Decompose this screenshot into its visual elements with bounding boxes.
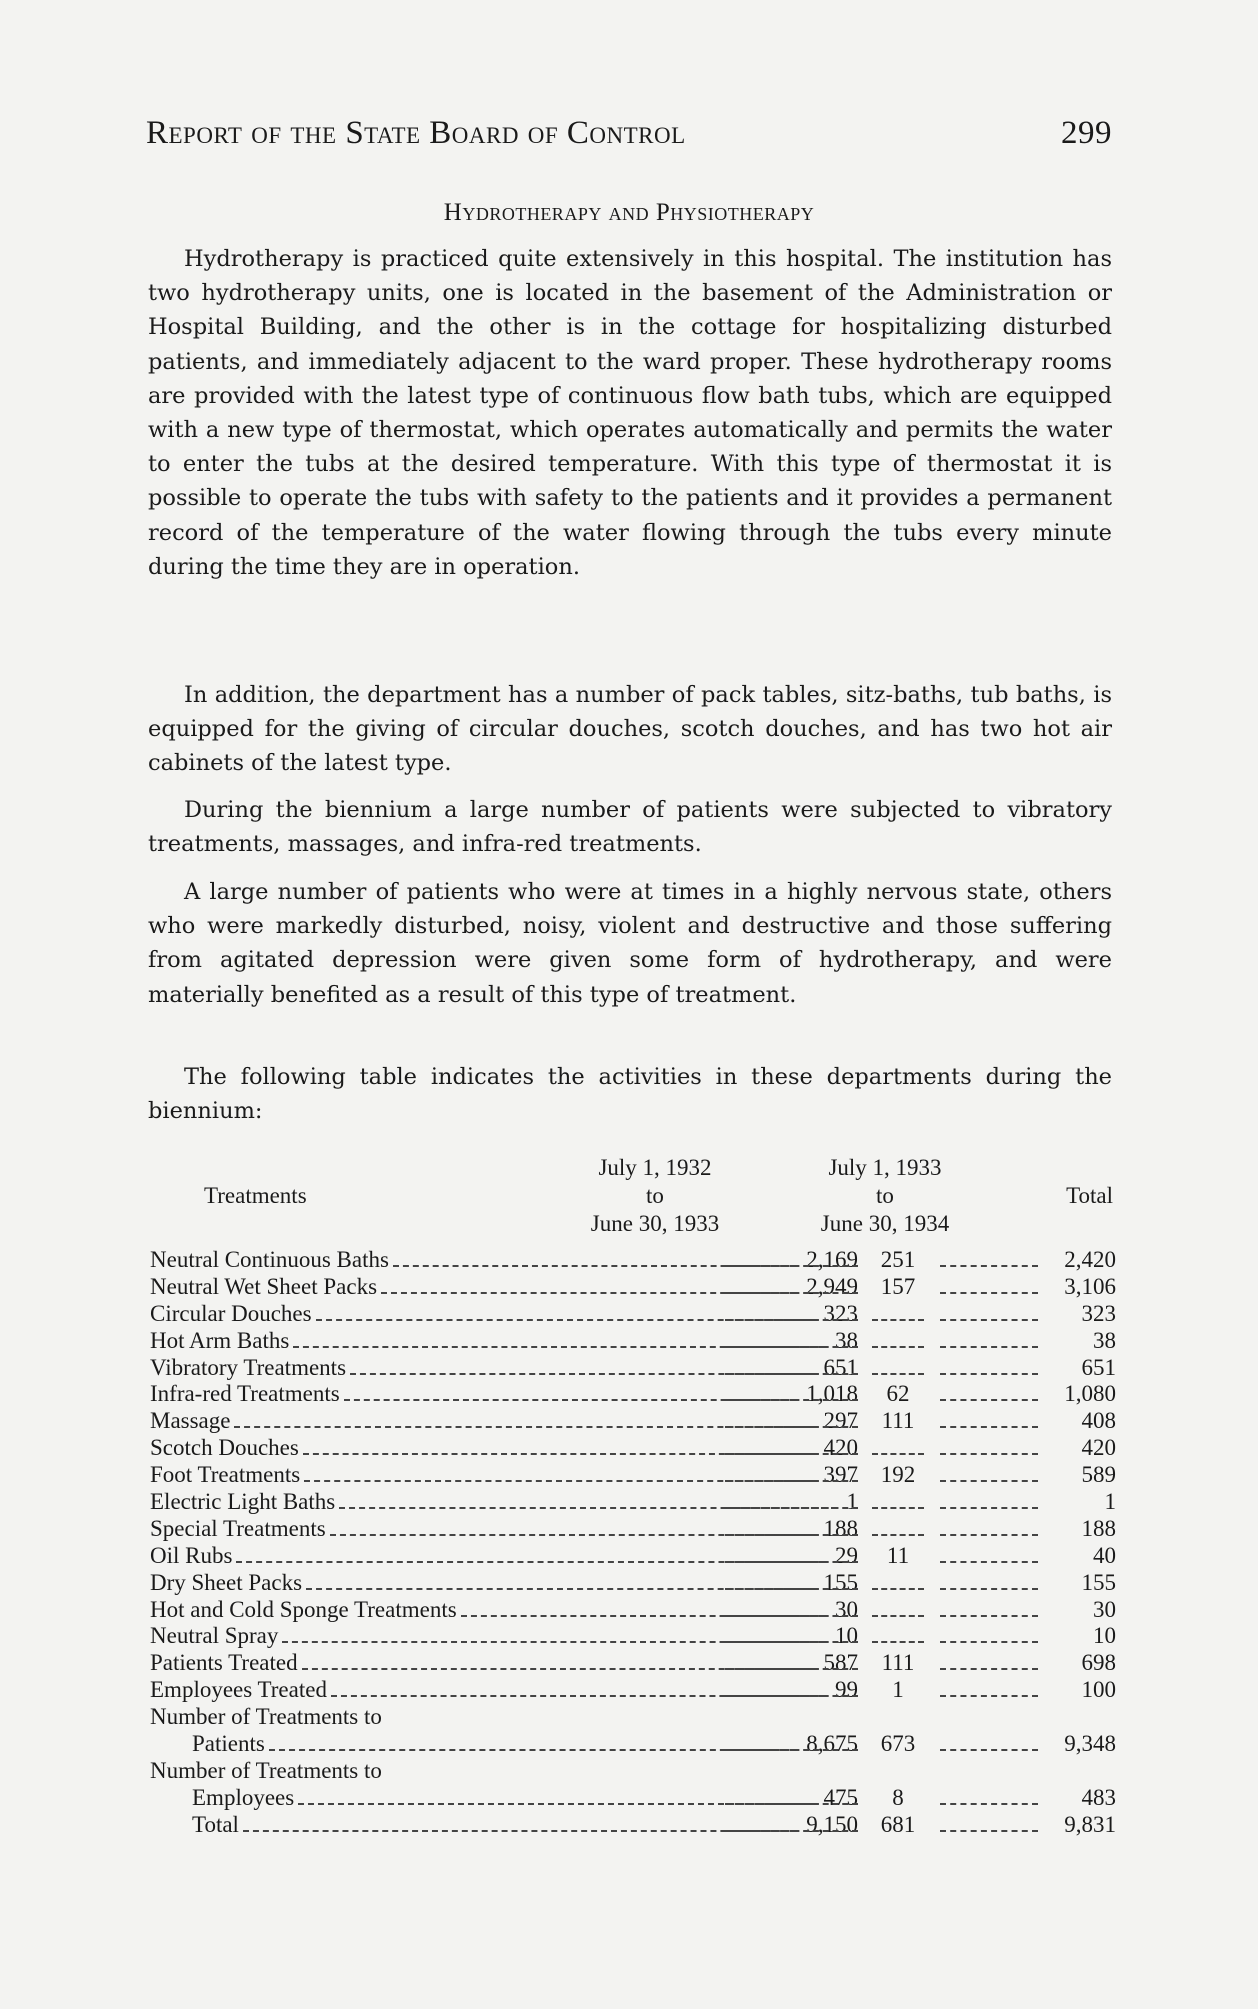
leader-dots bbox=[940, 1346, 1038, 1348]
row-label: Number of Treatments to bbox=[150, 1757, 382, 1783]
header-period-2-line-2: to bbox=[876, 1183, 894, 1208]
cell-total: 2,420 bbox=[1064, 1247, 1116, 1272]
table-row bbox=[150, 1301, 1116, 1328]
cell-period-1: 397 bbox=[823, 1462, 858, 1488]
empty-cell-dash bbox=[872, 1453, 924, 1455]
leader-dots bbox=[725, 1588, 858, 1590]
cell-period-1: 297 bbox=[823, 1408, 858, 1434]
cell-period-1: 2,949 bbox=[806, 1273, 858, 1299]
table-row bbox=[150, 1704, 1116, 1731]
cell-period-1: 29 bbox=[835, 1542, 858, 1568]
leader-dots bbox=[940, 1588, 1038, 1590]
table-row bbox=[150, 1677, 1116, 1704]
leader-dots bbox=[940, 1507, 1038, 1509]
cell-total: 589 bbox=[1081, 1462, 1116, 1488]
empty-cell-dash bbox=[872, 1346, 924, 1348]
table-row bbox=[150, 1247, 1116, 1274]
cell-period-1: 155 bbox=[823, 1569, 858, 1595]
cell-total: 1 bbox=[1104, 1489, 1116, 1515]
leader-dots bbox=[725, 1453, 858, 1455]
row-label: Hot and Cold Sponge Treatments bbox=[150, 1596, 457, 1622]
cell-period-1: 9,150 bbox=[806, 1811, 858, 1837]
cell-period-2: 8 bbox=[892, 1784, 904, 1810]
row-label: Total bbox=[192, 1811, 239, 1837]
leader-dots bbox=[725, 1695, 858, 1697]
row-label: Neutral Continuous Baths bbox=[150, 1247, 389, 1272]
header-period-2 bbox=[800, 1154, 970, 1238]
leader-dots bbox=[725, 1426, 858, 1428]
cell-period-2: 111 bbox=[881, 1650, 915, 1676]
table-row bbox=[150, 1731, 1116, 1758]
cell-total: 100 bbox=[1081, 1677, 1116, 1703]
cell-total: 483 bbox=[1081, 1784, 1116, 1810]
empty-cell-dash bbox=[872, 1373, 924, 1375]
table-row bbox=[150, 1650, 1116, 1677]
cell-period-1: 1 bbox=[846, 1489, 858, 1515]
leader-dots bbox=[725, 1319, 858, 1321]
cell-period-1: 420 bbox=[823, 1435, 858, 1461]
cell-period-2: 11 bbox=[886, 1542, 910, 1568]
table-row bbox=[150, 1516, 1116, 1543]
cell-total: 1,080 bbox=[1064, 1381, 1116, 1407]
empty-cell-dash bbox=[872, 1534, 924, 1536]
cell-total: 30 bbox=[1093, 1596, 1116, 1622]
treatments-table bbox=[150, 1247, 1116, 1839]
row-label: Scotch Douches bbox=[150, 1435, 299, 1461]
leader-dots bbox=[725, 1561, 858, 1563]
leader-dots bbox=[940, 1749, 1038, 1751]
leader-dots bbox=[725, 1373, 858, 1375]
table-row bbox=[150, 1381, 1116, 1408]
row-label: Patients bbox=[192, 1731, 265, 1757]
cell-total: 3,106 bbox=[1064, 1273, 1116, 1299]
leader-dots bbox=[725, 1830, 858, 1832]
table-row bbox=[150, 1597, 1116, 1624]
table-row bbox=[150, 1462, 1116, 1489]
leader-dots bbox=[940, 1830, 1038, 1832]
leader-dots bbox=[940, 1265, 1038, 1267]
row-label: Electric Light Baths bbox=[150, 1489, 336, 1515]
leader-dots bbox=[940, 1480, 1038, 1482]
cell-total: 9,831 bbox=[1064, 1811, 1116, 1837]
cell-period-1: 30 bbox=[835, 1596, 858, 1622]
row-label: Employees Treated bbox=[150, 1677, 327, 1703]
cell-period-2: 192 bbox=[880, 1462, 916, 1488]
row-label: Hot Arm Baths bbox=[150, 1327, 290, 1353]
paragraph-3: During the biennium a large number of patients were subjected to vibratory treatments, massages, and infra-red treatments. bbox=[148, 797, 1112, 858]
leader-dots bbox=[940, 1453, 1038, 1455]
paragraph-5: The following table indicates the activities in these departments during the biennium: bbox=[148, 1064, 1112, 1125]
cell-total: 408 bbox=[1081, 1408, 1116, 1434]
leader-dots bbox=[940, 1534, 1038, 1536]
leader-dots bbox=[725, 1346, 858, 1348]
header-total: Total bbox=[1066, 1183, 1113, 1208]
row-label: Number of Treatments to bbox=[150, 1704, 382, 1730]
cell-total: 188 bbox=[1081, 1515, 1116, 1541]
leader-dots bbox=[940, 1561, 1038, 1563]
leader-dots bbox=[725, 1480, 858, 1482]
section-title: Hydrotherapy and Physiotherapy bbox=[443, 199, 815, 226]
header-period-1-line-2: to bbox=[646, 1183, 664, 1208]
cell-period-1: 8,675 bbox=[806, 1731, 858, 1757]
row-label: Foot Treatments bbox=[150, 1462, 301, 1488]
leader-dots bbox=[725, 1803, 858, 1805]
cell-total: 698 bbox=[1081, 1650, 1116, 1676]
row-label: Circular Douches bbox=[150, 1300, 312, 1326]
leader-dots bbox=[725, 1507, 858, 1509]
header-period-1 bbox=[570, 1154, 740, 1238]
empty-cell-dash bbox=[872, 1641, 924, 1643]
cell-total: 420 bbox=[1081, 1435, 1116, 1461]
row-label: Neutral Spray bbox=[150, 1623, 279, 1649]
table-row bbox=[150, 1758, 1116, 1785]
empty-cell-dash bbox=[872, 1507, 924, 1509]
leader-dots bbox=[725, 1668, 858, 1670]
header-period-2-line-1: July 1, 1933 bbox=[828, 1155, 942, 1180]
cell-period-2: 62 bbox=[886, 1381, 910, 1407]
row-label: Employees bbox=[192, 1784, 295, 1810]
leader-dots bbox=[940, 1373, 1038, 1375]
row-label: Dry Sheet Packs bbox=[150, 1569, 303, 1595]
leader-dots bbox=[725, 1534, 858, 1536]
cell-period-1: 323 bbox=[823, 1300, 858, 1326]
leader-dots bbox=[940, 1399, 1038, 1401]
leader-dots bbox=[725, 1265, 858, 1267]
cell-total: 40 bbox=[1093, 1542, 1116, 1568]
table-row bbox=[150, 1570, 1116, 1597]
cell-period-2: 1 bbox=[892, 1677, 904, 1703]
leader-dots bbox=[269, 1749, 796, 1751]
cell-period-2: 111 bbox=[881, 1408, 915, 1434]
paragraph-1: Hydrotherapy is practiced quite extensively in this hospital. The institution has two hydrotherapy units, one is located in the basement of the Administration or Hospital Building, and the other is in the cottage for hospitalizing disturbed patients, and immediately adjacent to the ward proper. These hydrotherapy rooms are provided with the latest type of continuous flow bath tubs, which are equipped with a new type of thermostat, which operates automatically and permits the water to enter the tubs at the desired temperature. With this type of thermostat it is possible to operate the tubs with safety to the patients and it provides a permanent record of the temperature of the water flowing through the tubs every minute during the time they are in operation. bbox=[148, 246, 1112, 580]
page-number: 299 bbox=[1061, 115, 1112, 151]
leader-dots bbox=[940, 1426, 1038, 1428]
table-row bbox=[150, 1408, 1116, 1435]
cell-period-1: 2,169 bbox=[806, 1247, 858, 1272]
table-row bbox=[150, 1274, 1116, 1301]
empty-cell-dash bbox=[872, 1588, 924, 1590]
leader-dots bbox=[940, 1641, 1038, 1643]
leader-dots bbox=[725, 1292, 858, 1294]
leader-dots bbox=[940, 1695, 1038, 1697]
leader-dots bbox=[725, 1641, 858, 1643]
cell-period-1: 1,018 bbox=[806, 1381, 858, 1407]
cell-period-2: 681 bbox=[880, 1811, 916, 1837]
table-row bbox=[150, 1355, 1116, 1382]
row-label: Infra-red Treatments bbox=[150, 1381, 340, 1407]
cell-period-2: 251 bbox=[880, 1247, 916, 1272]
leader-dots bbox=[725, 1399, 858, 1401]
cell-total: 9,348 bbox=[1064, 1731, 1116, 1757]
table-row bbox=[150, 1489, 1116, 1516]
cell-period-1: 38 bbox=[835, 1327, 858, 1353]
table-row bbox=[150, 1543, 1116, 1570]
table-row bbox=[150, 1785, 1116, 1812]
row-label: Neutral Wet Sheet Packs bbox=[150, 1273, 378, 1299]
cell-period-2: 157 bbox=[880, 1273, 916, 1299]
leader-dots bbox=[940, 1668, 1038, 1670]
leader-dots bbox=[243, 1830, 796, 1832]
cell-total: 155 bbox=[1081, 1569, 1116, 1595]
cell-period-1: 99 bbox=[835, 1677, 858, 1703]
row-label: Special Treatments bbox=[150, 1515, 326, 1541]
running-head bbox=[146, 115, 1112, 152]
header-period-1-line-3: June 30, 1933 bbox=[590, 1211, 720, 1236]
leader-dots bbox=[940, 1803, 1038, 1805]
table-row bbox=[150, 1812, 1116, 1839]
leader-dots bbox=[725, 1749, 858, 1751]
header-treatments: Treatments bbox=[204, 1183, 307, 1208]
empty-cell-dash bbox=[872, 1615, 924, 1617]
leader-dots bbox=[940, 1292, 1038, 1294]
running-head-title: Report of the State Board of Control bbox=[146, 115, 686, 151]
cell-period-1: 587 bbox=[823, 1650, 858, 1676]
cell-total: 10 bbox=[1093, 1623, 1116, 1649]
cell-period-2: 673 bbox=[880, 1731, 916, 1757]
leader-dots bbox=[725, 1615, 858, 1617]
header-period-2-line-3: June 30, 1934 bbox=[820, 1211, 950, 1236]
leader-dots bbox=[940, 1615, 1038, 1617]
row-label: Patients Treated bbox=[150, 1650, 298, 1676]
table-row bbox=[150, 1328, 1116, 1355]
leader-dots bbox=[940, 1319, 1038, 1321]
cell-total: 38 bbox=[1093, 1327, 1116, 1353]
table-row bbox=[150, 1435, 1116, 1462]
row-label: Vibratory Treatments bbox=[150, 1354, 347, 1380]
cell-period-1: 651 bbox=[823, 1354, 858, 1380]
cell-period-1: 188 bbox=[823, 1515, 858, 1541]
paragraph-2: In addition, the department has a number of pack tables, sitz-baths, tub baths, is equipped for the giving of circular douches, scotch douches, and has two hot air cabinets of the latest type. bbox=[148, 682, 1112, 777]
cell-total: 651 bbox=[1081, 1354, 1116, 1380]
cell-total: 323 bbox=[1081, 1300, 1116, 1326]
table-row bbox=[150, 1623, 1116, 1650]
row-label: Massage bbox=[150, 1408, 231, 1434]
cell-period-1: 475 bbox=[823, 1784, 858, 1810]
paragraph-4: A large number of patients who were at times in a highly nervous state, others who were markedly disturbed, noisy, violent and destructive and those suffering from agitated depression were given some form of hydrotherapy, and were materially benefited as a result of this type of treatment. bbox=[148, 879, 1112, 1008]
row-label: Oil Rubs bbox=[150, 1542, 233, 1568]
header-period-1-line-1: July 1, 1932 bbox=[598, 1155, 712, 1180]
empty-cell-dash bbox=[872, 1319, 924, 1321]
cell-period-1: 10 bbox=[835, 1623, 858, 1649]
